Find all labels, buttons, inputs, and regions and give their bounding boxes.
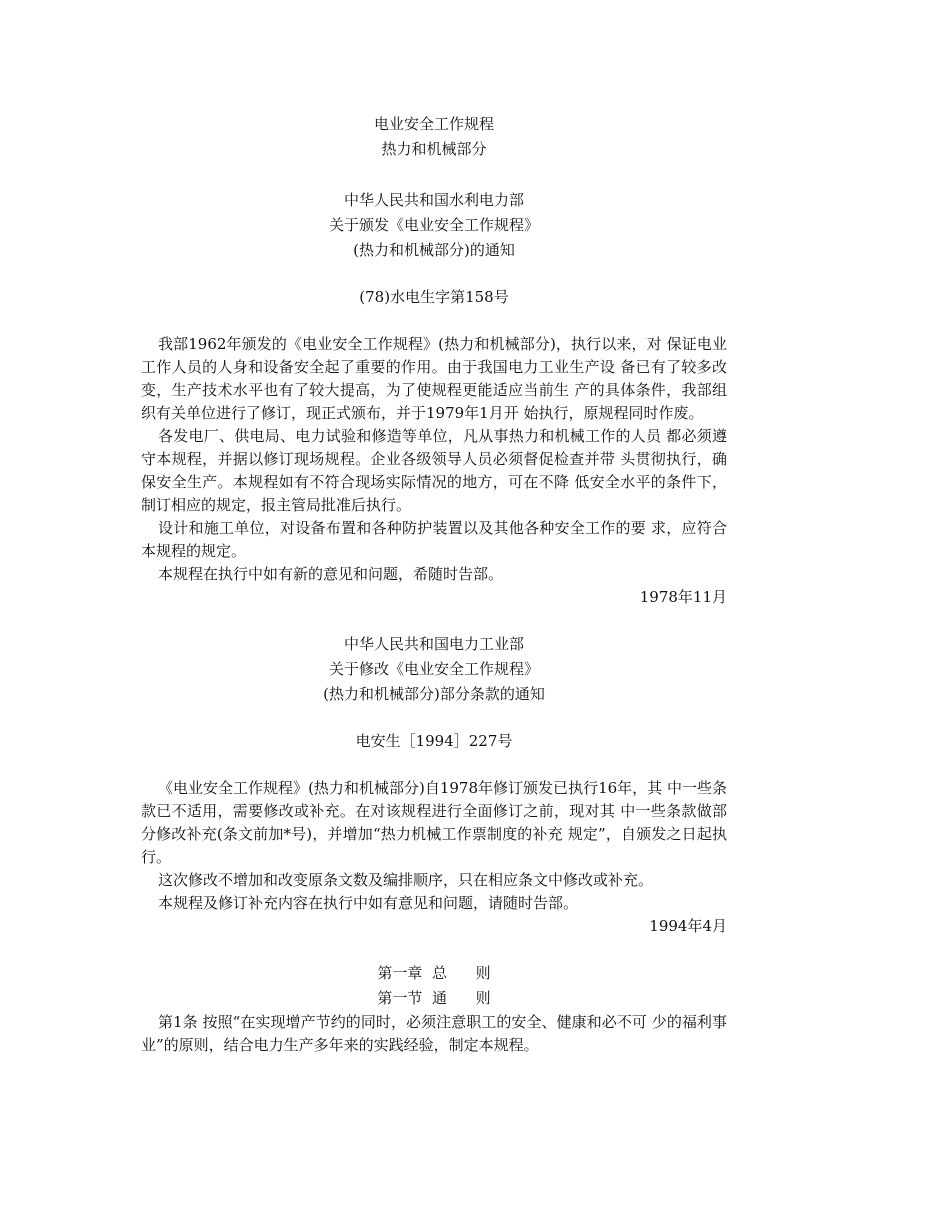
document-title-block <box>141 112 727 162</box>
notice-2-doc-number: 电安生［1994］227号 <box>355 732 513 750</box>
notice-2-paragraph: 这次修改不增加和改变原条文数及编排顺序，只在相应条文中修改或补充。 <box>158 871 654 889</box>
notice-1-paragraph: 我部1962年颁发的《电业安全工作规程》(热力和机械部分)，执行以来，对 保证电业工作人员的人身和设备安全起了重要的作用。由于我国电力工业生产设 备已有了较多改变，生产技术水平也有了较大提高，为了使规程更能适应当前生 产的具体条件，我部组织有关单位进行了修订，现正式颁布，并于1979年1月开 始执行，原规程同时作废。 <box>141 335 727 422</box>
notice-1-paragraph: 各发电厂、供电局、电力试验和修造等单位，凡从事热力和机械工作的人员 都必须遵守本规程，并据以修订现场规程。企业各级领导人员必须督促检查并带 头贯彻执行，确保安全生产。本规程如有不符合现场实际情况的地方，可在不降 低安全水平的条件下，制订相应的规定，报主管局批准后执行。 <box>141 427 727 514</box>
document-title: 电业安全工作规程 <box>373 115 494 133</box>
notice-1-title-line-1: 关于颁发《电业安全工作规程》 <box>328 216 539 234</box>
notice-2-date: 1994年4月 <box>649 917 727 935</box>
notice-1-issuer: 中华人民共和国水利电力部 <box>343 191 524 209</box>
notice-1-doc-number: (78)水电生字第158号 <box>359 288 509 306</box>
article-1: 第1条 按照“在实现增产节约的同时，必须注意职工的安全、健康和必不可 少的福利事业”的原则，结合电力生产多年来的实践经验，制定本规程。 <box>141 1013 727 1054</box>
document-subtitle: 热力和机械部分 <box>381 140 487 158</box>
chapter-title: 第一章 总 则 <box>377 964 491 982</box>
notice-1-paragraph: 本规程在执行中如有新的意见和问题，希随时告部。 <box>158 565 504 583</box>
notice-1-paragraph: 设计和施工单位，对设备布置和各种防护装置以及其他各种安全工作的要 求，应符合本规程的规定。 <box>141 519 727 560</box>
notice-2-issuer: 中华人民共和国电力工业部 <box>343 635 524 653</box>
notice-2-title-line-1: 关于修改《电业安全工作规程》 <box>328 660 539 678</box>
document-page <box>141 112 727 1057</box>
notice-2-title-line-2: (热力和机械部分)部分条款的通知 <box>323 685 545 703</box>
notice-1-title-line-2: (热力和机械部分)的通知 <box>353 241 515 259</box>
section-title: 第一节 通 则 <box>377 989 491 1007</box>
notice-2-paragraph: 《电业安全工作规程》(热力和机械部分)自1978年修订颁发已执行16年，其 中一些条款已不适用，需要修改或补充。在对该规程进行全面修订之前，现对其 中一些条款做部分修改补充(条文前加*号)，并增加“热力机械工作票制度的补充 规定”，自颁发之日起执行。 <box>141 779 727 866</box>
notice-1 <box>141 188 727 609</box>
notice-2-paragraph: 本规程及修订补充内容在执行中如有意见和问题，请随时告部。 <box>158 894 579 912</box>
notice-1-date: 1978年11月 <box>639 588 727 606</box>
notice-2 <box>141 632 727 938</box>
chapter-1 <box>141 961 727 1057</box>
